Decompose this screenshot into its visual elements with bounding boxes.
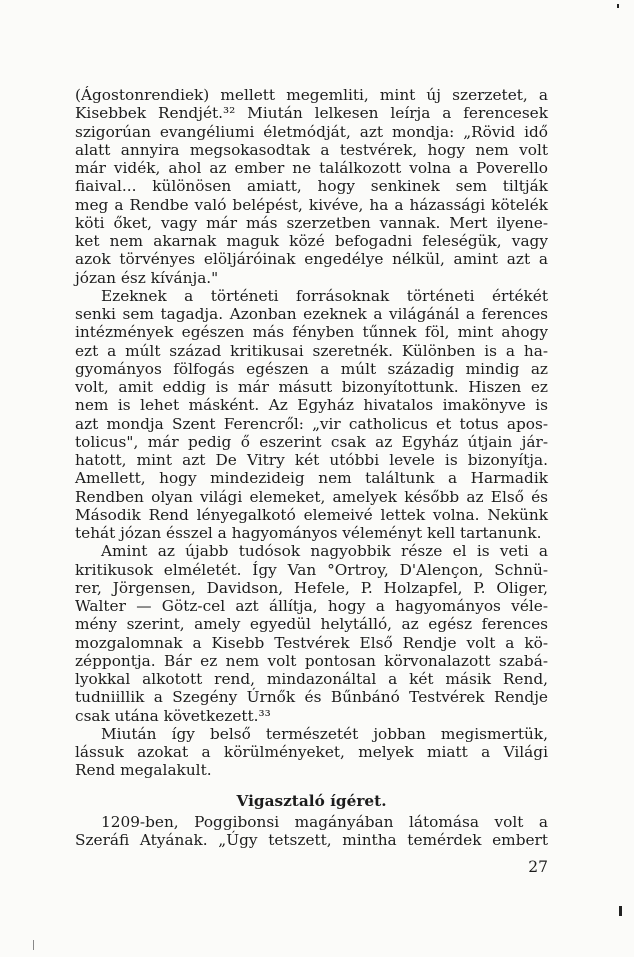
- text-line: mény szerint, amely egyedül helytálló, az egész ferences: [75, 615, 548, 634]
- text-line: Szeráfi Atyának. „Úgy tetszett, mintha temérdek embert: [75, 831, 548, 849]
- text-line: Rendben olyan világi elemeket, amelyek később az Első és: [75, 487, 548, 506]
- text-line: (Ágostonrendiek) mellett megemliti, mint új szerzetet, a: [75, 86, 548, 104]
- text-line: 1209-ben, Poggibonsi magányában látomása volt a: [101, 812, 548, 831]
- text-line: lyokkal alkotott rend, mindazonáltal a két másik Rend,: [75, 670, 548, 688]
- text-line: gyományos fölfogás egészen a múlt századig mindig az: [75, 359, 548, 378]
- text-line: alatt annyira megsokasodtak a testvérek, hogy nem volt: [75, 140, 548, 159]
- text-line: kritikusok elméletét. Így Van °Ortroy, D'Alençon, Schnü-: [75, 560, 548, 579]
- text-line: tehát józan ésszel a hagyományos véleményt kell tartanunk.: [75, 524, 542, 542]
- text-line: nem is lehet másként. Az Egyház hivatalos imakönyve is: [75, 396, 548, 415]
- text-line: fiaival... különösen amiatt, hogy senkinek sem tiltják: [75, 177, 548, 196]
- text-line: józan ész kívánja.": [75, 268, 219, 287]
- section-heading: Vigasztaló ígéret.: [236, 791, 387, 810]
- text-line: meg a Rendbe való belépést, kivéve, ha a házassági kötelék: [75, 195, 548, 214]
- text-line: azt mondja Szent Ferencről: „vir catholicus et totus apos-: [75, 414, 548, 433]
- text-line: Rend megalakult.: [75, 761, 212, 780]
- text-line: Walter — Götz-cel azt állítja, hogy a hagyományos véle-: [75, 597, 548, 615]
- text-line: Ezeknek a történeti forrásoknak történeti értékét: [101, 286, 548, 305]
- text-line: ezt a múlt század kritikusai szeretnék. Különben is a ha-: [75, 341, 548, 360]
- text-line: volt, amit eddig is már másutt bizonyítottunk. Hiszen ez: [75, 378, 548, 396]
- text-line: Kisebbek Rendjét.³² Miután lelkesen leírja a ferencesek: [75, 104, 548, 123]
- text-line: már vidék, ahol az ember ne találkozott volna a Poverello: [75, 159, 548, 177]
- page-text: [75, 86, 548, 849]
- text-line: Miután így belső természetét jobban megismertük,: [101, 724, 548, 743]
- text-line: tudniillik a Szegény Úrnők és Bűnbánó Testvérek Rendje: [75, 688, 548, 707]
- text-line: hatott, mint azt De Vitry két utóbbi levele is bizonyítja.: [75, 451, 548, 469]
- text-line: zéppontja. Bár ez nem volt pontosan körvonalazott szabá-: [75, 651, 548, 670]
- text-line: tolicus", már pedig ő eszerint csak az Egyház útjain jár-: [75, 432, 548, 451]
- scan-mark-right: [619, 906, 622, 916]
- text-line: mozgalomnak a Kisebb Testvérek Első Rendje volt a kö-: [75, 633, 548, 652]
- page-number: 27: [528, 858, 548, 876]
- text-line: ket nem akarnak maguk közé befogadni feleségük, vagy: [75, 232, 548, 250]
- text-line: lássuk azokat a körülményeket, melyek miatt a Világi: [75, 743, 548, 761]
- text-line: Amint az újabb tudósok nagyobbik része el is veti a: [101, 542, 548, 561]
- text-line: csak utána következett.³³: [75, 706, 271, 725]
- text-line: Második Rend lényegalkotó elemeivé lettek volna. Nekünk: [75, 505, 548, 524]
- text-line: Amellett, hogy mindezideig nem találtunk a Harmadik: [75, 469, 548, 488]
- text-line: senki sem tagadja. Azonban ezeknek a világánál a ferences: [75, 305, 548, 323]
- scan-mark-top-right: [617, 4, 619, 8]
- text-line: rer, Jörgensen, Davidson, Hefele, P. Holzapfel, P. Oliger,: [75, 578, 548, 597]
- text-line: intézmények egészen más fényben tűnnek föl, mint ahogy: [75, 323, 548, 342]
- text-line: azok törvényes elöljáróinak engedélye nélkül, amint azt a: [75, 250, 548, 269]
- text-line: szigorúan evangéliumi életmódját, azt mondja: „Rövid idő: [75, 122, 548, 141]
- text-line: köti őket, vagy már más szerzetben vannak. Mert ilyene-: [75, 213, 548, 232]
- scan-mark-bottom-left: [33, 940, 34, 950]
